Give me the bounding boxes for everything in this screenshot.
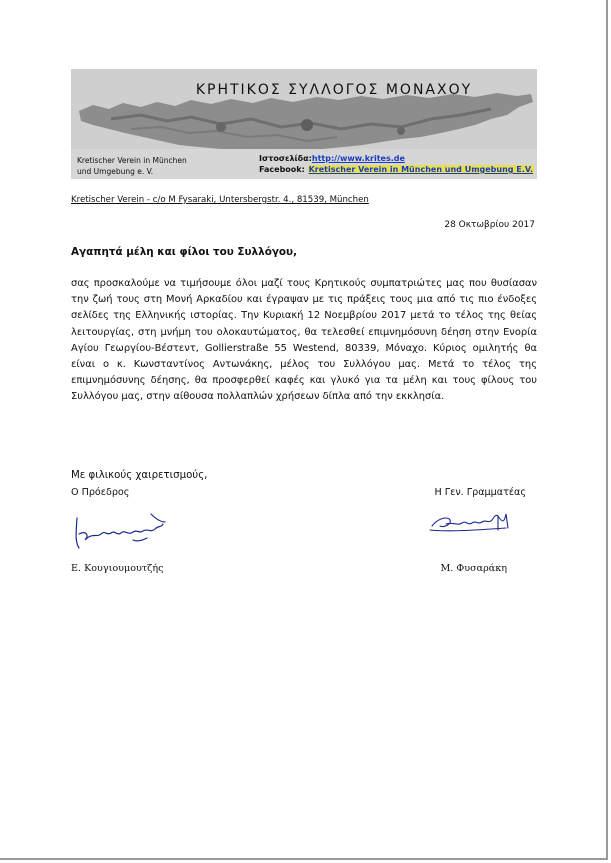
president-signature (73, 508, 169, 556)
association-line-2: und Umgebung e. V. (77, 167, 154, 176)
website-link[interactable]: http://www.krites.de (311, 154, 405, 163)
facebook-label: Facebook: (259, 165, 305, 174)
website-row (259, 153, 534, 164)
letterhead-banner (71, 69, 537, 179)
association-line-1: Kretischer Verein in München (77, 156, 187, 165)
closing-line: Με φιλικούς χαιρετισμούς, (71, 470, 208, 481)
letterhead-association (77, 155, 187, 177)
letter-body: σας προσκαλούμε να τιμήσουμε όλοι μαζί τους Κρητικούς συμπατριώτες μας που θυσίασαν την ζωή τους στη Μονή Αρκαδίου και έγραψαν με τις πράξεις τους μια από τις πιο ένδοξες σελίδες της Ελληνικής ιστορίας. Την Κυριακή 12 Νοεμβρίου 2017 μετά το τέλος της θείας λειτουργίας, στη μνήμη του ολοκαυτώματος, θα τελεσθεί επιμνημόσυνη δέηση στην Ενορία Αγίου Γεωργίου-Βέστεντ, Gollierstraße 55 Westend, 80339, Μόναχο. Κύριος ομιλητής θα είναι ο κ. Κωνσταντίνος Αντωνάκης, μέλος του Συλλόγου μας. Μετά το τέλος της επιμνημόσυνης δέησης, θα προσφερθεί καφές και γλυκό για τα μέλη και τους φίλους του Συλλόγου μας, στην αίθουσα πολλαπλών χρήσεων δίπλα από την εκκλησία. (71, 278, 537, 403)
facebook-row (259, 164, 534, 175)
salutation: Αγαπητά μέλη και φίλοι του Συλλόγου, (71, 246, 298, 258)
president-role: Ο Πρόεδρος (71, 487, 130, 498)
sender-address: Kretischer Verein - c/o M Fysaraki, Untersbergstr. 4., 81539, München (71, 195, 369, 205)
president-name: Ε. Κουγιουμουτζής (71, 563, 164, 574)
letterhead-title: ΚΡΗΤΙΚΟΣ ΣΥΛΛΟΓΟΣ ΜΟΝΑΧΟΥ (195, 82, 473, 98)
letter-date: 28 Οκτωβρίου 2017 (444, 220, 535, 230)
letterhead-contacts (259, 153, 534, 175)
secretary-name: Μ. Φυσαράκη (440, 563, 507, 574)
secretary-signature (428, 508, 512, 540)
website-label: Ιστοσελίδα: (259, 154, 312, 163)
secretary-role: Η Γεν. Γραμματέας (434, 487, 526, 498)
facebook-link[interactable]: Kretischer Verein in München und Umgebung E.V. (308, 165, 534, 174)
